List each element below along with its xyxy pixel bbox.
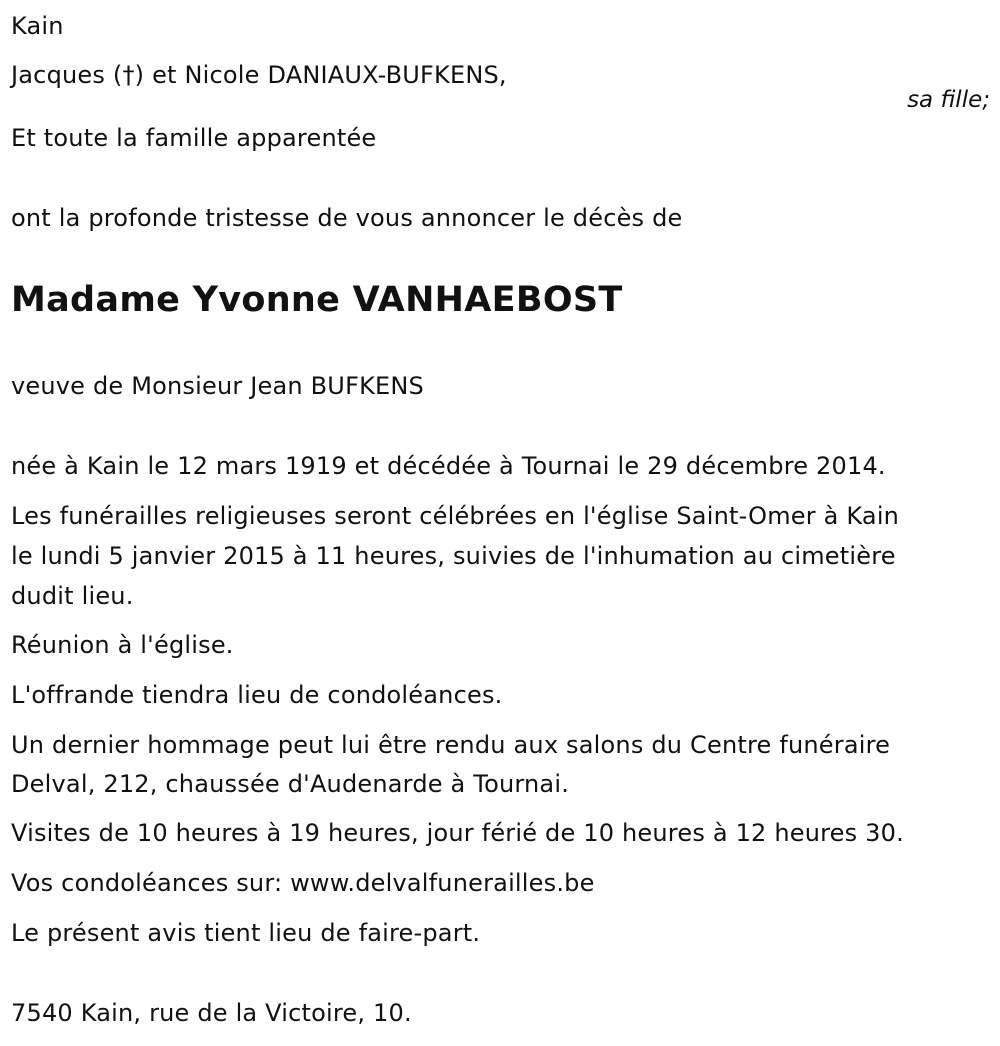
birth-death-text: née à Kain le 12 mars 1919 et décédée à Tournai le 29 décembre 2014. (11, 452, 886, 480)
spouse-text: veuve de Monsieur Jean BUFKENS (11, 372, 424, 400)
funeral-line-3: dudit lieu. (11, 582, 134, 610)
meeting-text: Réunion à l'église. (11, 631, 234, 659)
condolences-text: Vos condoléances sur: www.delvalfunerailles.be (11, 869, 595, 897)
location-text: Kain (11, 12, 64, 40)
announcement-text: ont la profonde tristesse de vous annoncer le décès de (11, 204, 683, 232)
tribute-line-2: Delval, 212, chaussée d'Audenarde à Tournai. (11, 770, 570, 798)
tribute-line-1: Un dernier hommage peut lui être rendu aux salons du Centre funéraire (11, 731, 891, 759)
funeral-line-1: Les funérailles religieuses seront célébrées en l'église Saint-Omer à Kain (11, 502, 900, 530)
offering-text: L'offrande tiendra lieu de condoléances. (11, 681, 503, 709)
faire-part-text: Le présent avis tient lieu de faire-part. (11, 919, 481, 947)
relation-text: sa fille; (907, 87, 990, 113)
family-line: Jacques (†) et Nicole DANIAUX-BUFKENS, (11, 61, 507, 89)
funeral-line-2: le lundi 5 janvier 2015 à 11 heures, suivies de l'inhumation au cimetière (11, 542, 896, 570)
visits-text: Visites de 10 heures à 19 heures, jour férié de 10 heures à 12 heures 30. (11, 819, 904, 847)
address-text: 7540 Kain, rue de la Victoire, 10. (11, 999, 412, 1027)
extended-family-text: Et toute la famille apparentée (11, 124, 377, 152)
deceased-name: Madame Yvonne VANHAEBOST (11, 280, 623, 320)
